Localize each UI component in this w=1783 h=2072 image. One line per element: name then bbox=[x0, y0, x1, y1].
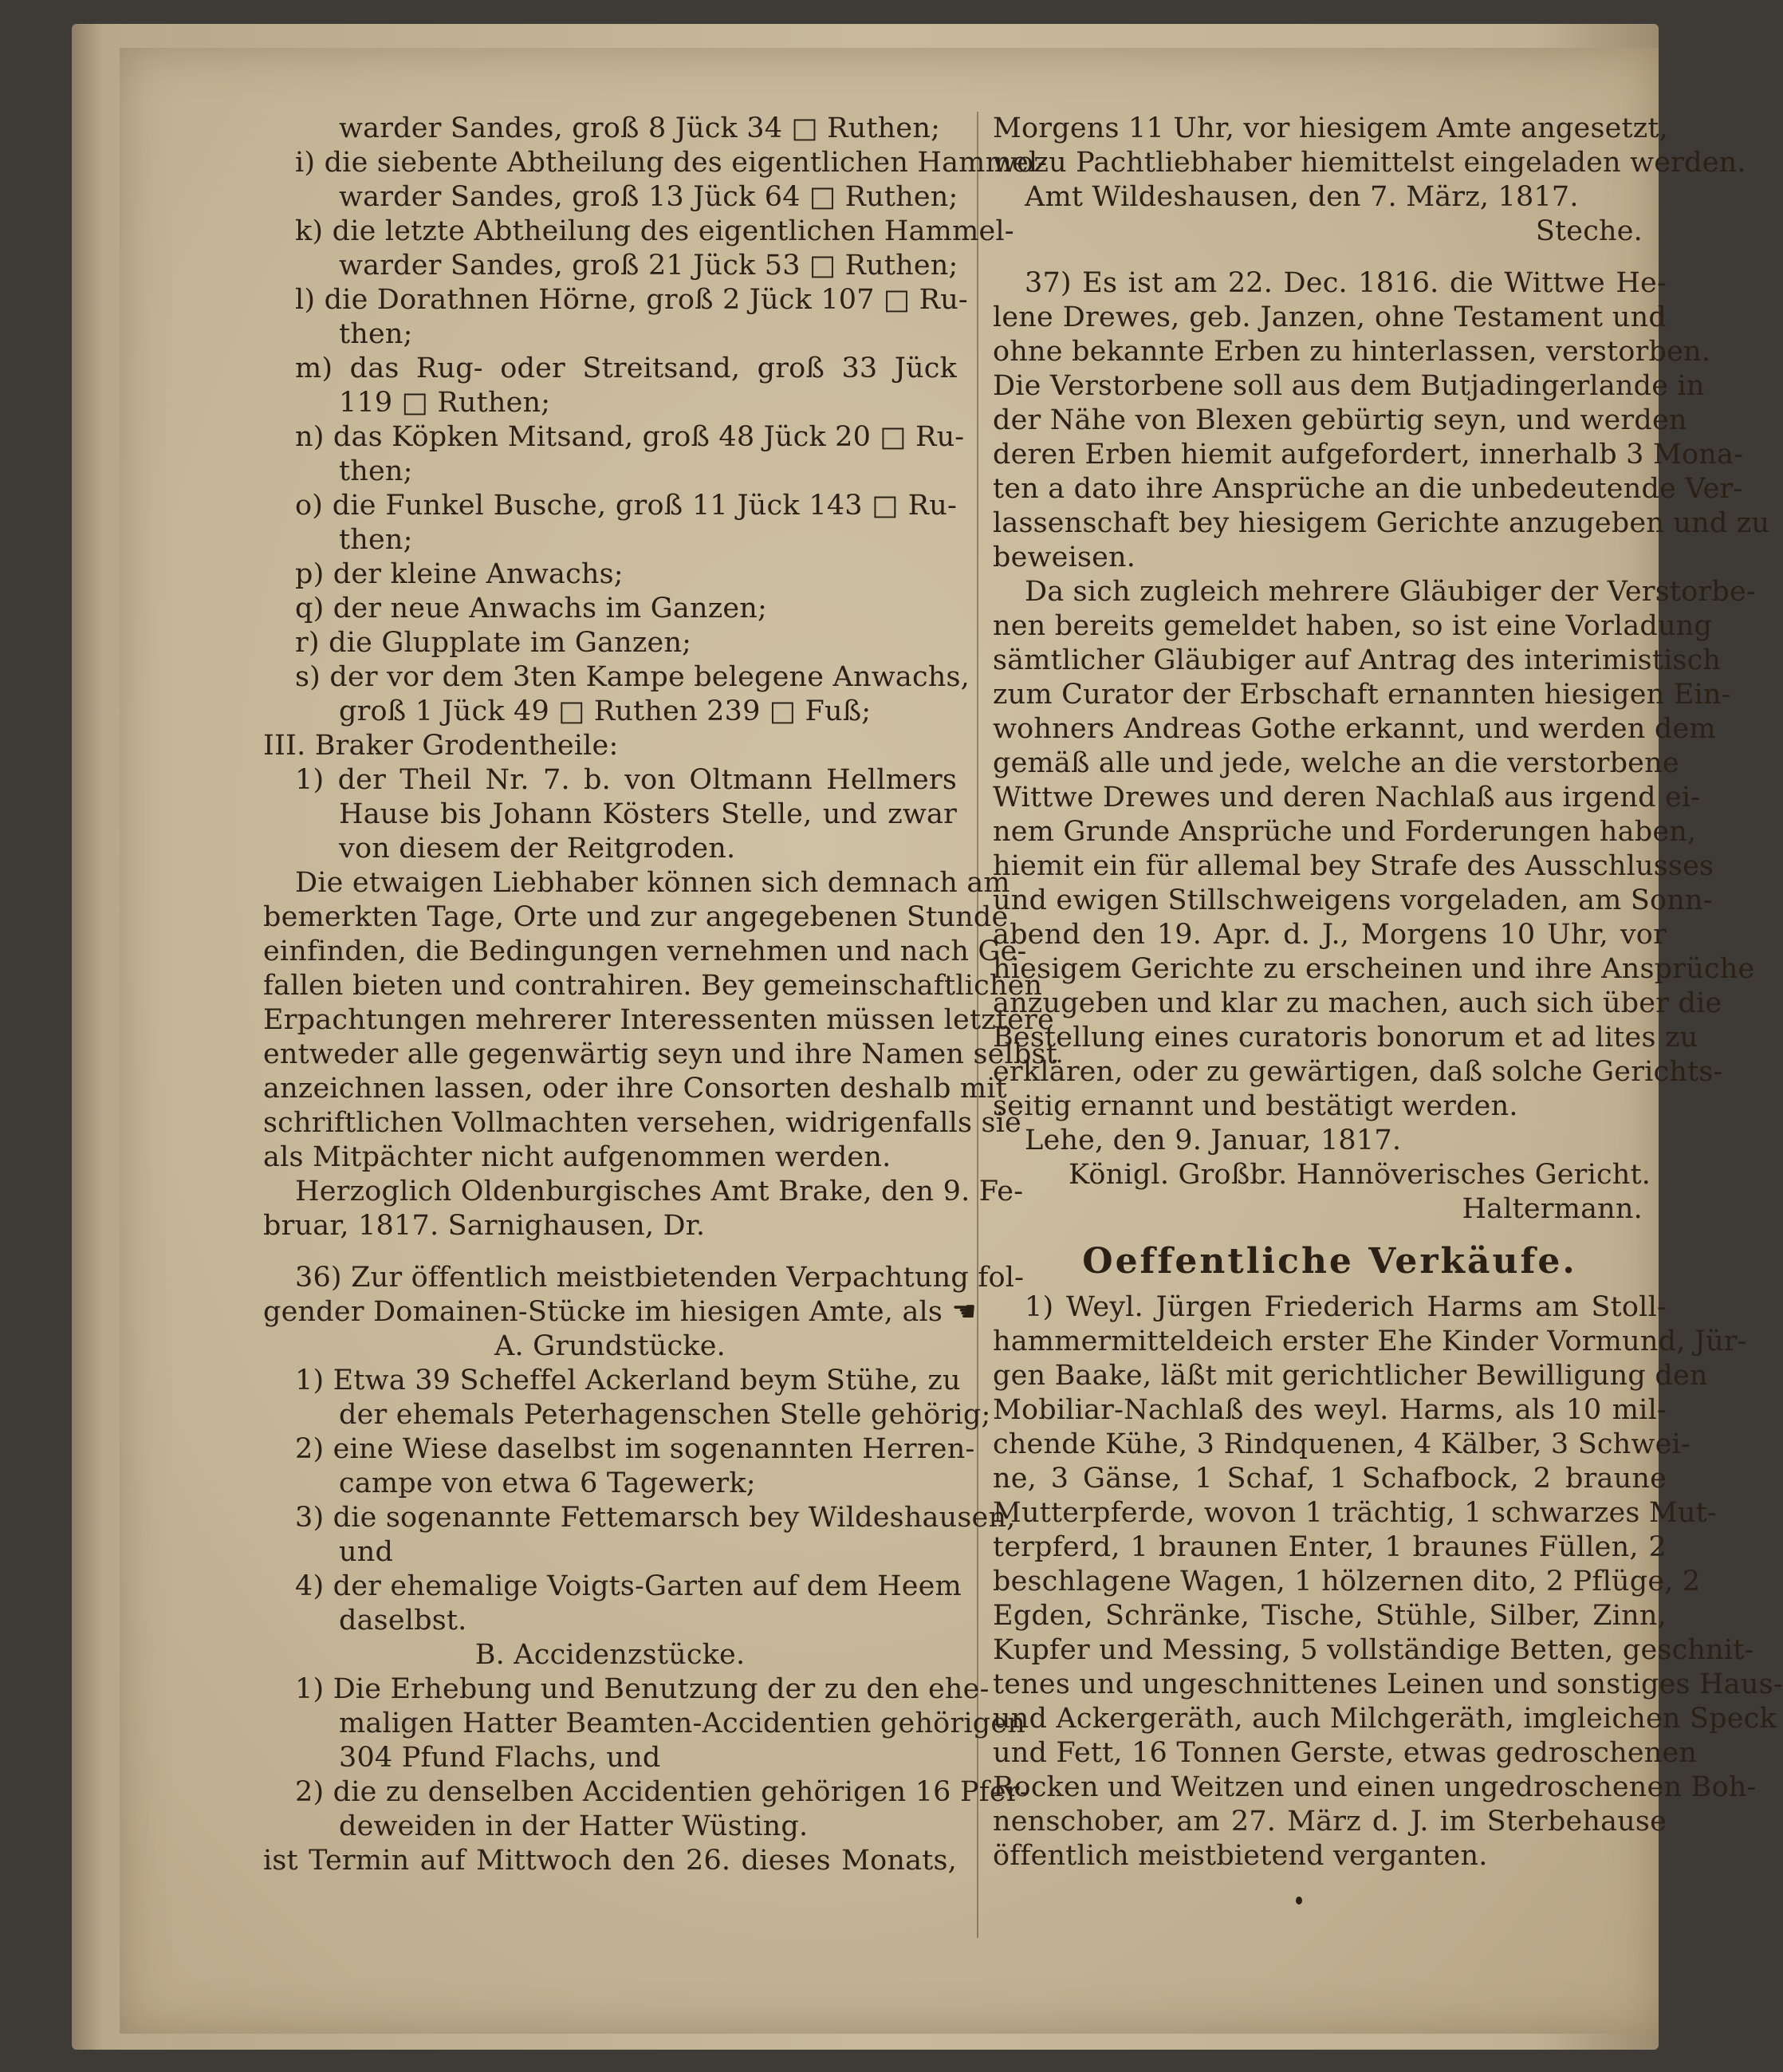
text-line: Herzoglich Oldenburgisches Amt Brake, den 9. Fe- bbox=[295, 1176, 1024, 1207]
text-line: beschlagene Wagen, 1 hölzernen dito, 2 Pflüge, 2 bbox=[993, 1566, 1701, 1597]
text-line: Königl. Großbr. Hannöverisches Gericht. bbox=[1069, 1159, 1651, 1191]
text-line: Wittwe Drewes und deren Nachlaß aus irgend ei- bbox=[993, 782, 1701, 813]
text-line: bemerkten Tage, Orte und zur angegebenen Stunde bbox=[263, 901, 1009, 933]
right-column bbox=[993, 112, 1783, 1873]
text-line: Die Verstorbene soll aus dem Butjadingerlande in bbox=[993, 370, 1705, 402]
text-line: 1) Etwa 39 Scheffel Ackerland beym Stühe, zu bbox=[295, 1365, 961, 1396]
text-line: nenschober, am 27. März d. J. im Sterbehause bbox=[993, 1806, 1667, 1838]
text-line: und Ackergeräth, auch Milchgeräth, imgleichen Speck bbox=[993, 1703, 1777, 1735]
text-line: und Fett, 16 Tonnen Gerste, etwas gedroschenen bbox=[993, 1737, 1698, 1769]
text-line: Morgens 11 Uhr, vor hiesigem Amte angesetzt, bbox=[993, 112, 1669, 144]
text-line: Haltermann. bbox=[1462, 1193, 1643, 1225]
text-line: chende Kühe, 3 Rindquenen, 4 Kälber, 3 Schwei- bbox=[993, 1428, 1691, 1460]
text-line: bruar, 1817. Sarnighausen, Dr. bbox=[263, 1210, 706, 1242]
text-line: abend den 19. Apr. d. J., Morgens 10 Uhr, vor bbox=[993, 919, 1667, 951]
text-line: erklären, oder zu gewärtigen, daß solche Gerichts- bbox=[993, 1056, 1723, 1088]
text-line: nem Grunde Ansprüche und Forderungen haben, bbox=[993, 816, 1697, 848]
text-line: wohners Andreas Gothe erkannt, und werden dem bbox=[993, 713, 1716, 745]
text-line: Da sich zugleich mehrere Gläubiger der Verstorbe- bbox=[1025, 576, 1756, 608]
section-heading: Oeffentliche Verkäufe. bbox=[1082, 1241, 1577, 1282]
text-line: 304 Pfund Flachs, und bbox=[339, 1742, 661, 1774]
text-line: der ehemals Peterhagenschen Stelle gehörig; bbox=[339, 1399, 991, 1431]
text-line: 119 □ Ruthen; bbox=[339, 387, 551, 419]
text-line: Bestellung eines curatoris bonorum et ad lites zu bbox=[993, 1022, 1698, 1054]
text-line: wozu Pachtliebhaber hiemittelst eingeladen werden. bbox=[993, 147, 1746, 179]
text-line: campe von etwa 6 Tagewerk; bbox=[339, 1467, 756, 1499]
text-line: terpferd, 1 braunen Enter, 1 braunes Füllen, 2 bbox=[993, 1531, 1667, 1563]
text-line: Egden, Schränke, Tische, Stühle, Silber, Zinn, bbox=[993, 1600, 1667, 1632]
text-line: von diesem der Reitgroden. bbox=[339, 833, 736, 865]
text-line: zum Curator der Erbschaft ernannten hiesigen Ein- bbox=[993, 679, 1731, 711]
text-line: der Nähe von Blexen gebürtig seyn, und werden bbox=[993, 404, 1687, 436]
text-line bbox=[263, 1243, 957, 1261]
text-line: Die etwaigen Liebhaber können sich demnach am bbox=[295, 867, 1010, 899]
text-line: Lehe, den 9. Januar, 1817. bbox=[1025, 1125, 1402, 1156]
text-line: 36) Zur öffentlich meistbietenden Verpachtung fol- bbox=[295, 1262, 1025, 1294]
text-line: hammermitteldeich erster Ehe Kinder Vormund, Jür- bbox=[993, 1326, 1747, 1357]
text-line: then; bbox=[339, 455, 413, 487]
text-line: entweder alle gegenwärtig seyn und ihre Namen selbst bbox=[263, 1038, 1057, 1070]
text-line: Amt Wildeshausen, den 7. März, 1817. bbox=[1025, 181, 1579, 213]
text-line: then; bbox=[339, 318, 413, 350]
text-line: Mutterpferde, wovon 1 trächtig, 1 schwarzes Mut- bbox=[993, 1497, 1717, 1529]
text-line: gemäß alle und jede, welche an die verstorbene bbox=[993, 747, 1679, 779]
text-line: anzugeben und klar zu machen, auch sich über die bbox=[993, 987, 1722, 1019]
text-line: schriftlichen Vollmachten versehen, widrigenfalls sie bbox=[263, 1107, 1021, 1139]
text-line: Kupfer und Messing, 5 vollständige Betten, geschnit- bbox=[993, 1634, 1754, 1666]
text-line: 1) Weyl. Jürgen Friederich Harms am Stoll- bbox=[1025, 1291, 1667, 1323]
text-line: l) die Dorathnen Hörne, groß 2 Jück 107 □ Ru- bbox=[295, 284, 968, 316]
text-line: lassenschaft bey hiesigem Gerichte anzugeben und zu bbox=[993, 507, 1770, 539]
text-line: beweisen. bbox=[993, 542, 1136, 573]
text-line: warder Sandes, groß 21 Jück 53 □ Ruthen; bbox=[339, 250, 958, 282]
text-line: Steche. bbox=[1535, 215, 1643, 247]
text-line: ten a dato ihre Ansprüche an die unbedeutende Ver- bbox=[993, 473, 1743, 505]
text-line: B. Accidenzstücke. bbox=[474, 1639, 746, 1671]
text-line: hiesigem Gerichte zu erscheinen und ihre Ansprüche bbox=[993, 953, 1755, 985]
text-line: nen bereits gemeldet haben, so ist eine Vorladung bbox=[993, 610, 1713, 642]
text-line: warder Sandes, groß 13 Jück 64 □ Ruthen; bbox=[339, 181, 958, 213]
text-line: tenes und ungeschnittenes Leinen und sonstiges Haus- bbox=[993, 1668, 1783, 1700]
text-line: öffentlich meistbietend verganten. bbox=[993, 1840, 1488, 1872]
text-line: und bbox=[339, 1536, 394, 1568]
text-line: 2) die zu denselben Accidentien gehörigen 16 Pfer- bbox=[295, 1776, 1029, 1808]
text-line: 1) Die Erhebung und Benutzung der zu den ehe- bbox=[295, 1673, 990, 1705]
text-line: Erpachtungen mehrerer Interessenten müssen letztere bbox=[263, 1004, 1054, 1036]
text-line: Mobiliar-Nachlaß des weyl. Harms, als 10 mil- bbox=[993, 1394, 1667, 1426]
text-line: einfinden, die Bedingungen vernehmen und nach Ge- bbox=[263, 936, 1027, 967]
text-line: sämtlicher Gläubiger auf Antrag des interimistisch bbox=[993, 644, 1722, 676]
text-line: deweiden in der Hatter Wüsting. bbox=[339, 1810, 809, 1842]
text-line: seitig ernannt und bestätigt werden. bbox=[993, 1090, 1518, 1122]
text-line: groß 1 Jück 49 □ Ruthen 239 □ Fuß; bbox=[339, 695, 872, 727]
text-line: ist Termin auf Mittwoch den 26. dieses Monats, bbox=[263, 1845, 957, 1877]
text-line: r) die Glupplate im Ganzen; bbox=[295, 627, 692, 659]
text-line: hiemit ein für allemal bey Strafe des Ausschlusses bbox=[993, 850, 1714, 882]
text-line: 4) der ehemalige Voigts-Garten auf dem Heem bbox=[295, 1570, 962, 1602]
text-line: warder Sandes, groß 8 Jück 34 □ Ruthen; bbox=[339, 112, 941, 144]
text-line: o) die Funkel Busche, groß 11 Jück 143 □ Ru- bbox=[295, 490, 957, 522]
text-line: n) das Köpken Mitsand, groß 48 Jück 20 □ Ru- bbox=[295, 421, 965, 453]
text-line bbox=[993, 249, 1667, 266]
text-line: Rocken und Weitzen und einen ungedroschenen Boh- bbox=[993, 1771, 1757, 1803]
text-line: und ewigen Stillschweigens vorgeladen, am Sonn- bbox=[993, 884, 1713, 916]
text-line: lene Drewes, geb. Janzen, ohne Testament und bbox=[993, 301, 1667, 333]
text-line: 3) die sogenannte Fettemarsch bey Wildeshausen, bbox=[295, 1502, 1016, 1534]
text-line: ne, 3 Gänse, 1 Schaf, 1 Schafbock, 2 braune bbox=[993, 1463, 1667, 1495]
text-line: als Mitpächter nicht aufgenommen werden. bbox=[263, 1141, 892, 1173]
text-line: p) der kleine Anwachs; bbox=[295, 558, 624, 590]
text-line: deren Erben hiemit aufgefordert, innerhalb 3 Mona- bbox=[993, 439, 1744, 471]
text-line: m) das Rug- oder Streitsand, groß 33 Jück bbox=[295, 353, 957, 384]
text-line: gender Domainen-Stücke im hiesigen Amte, als ☚ bbox=[263, 1296, 977, 1328]
ink-mark bbox=[1296, 1897, 1302, 1905]
text-line: Hause bis Johann Kösters Stelle, und zwar bbox=[339, 798, 957, 830]
text-line: 37) Es ist am 22. Dec. 1816. die Wittwe He- bbox=[1025, 267, 1667, 299]
text-line: then; bbox=[339, 524, 413, 556]
text-line: A. Grundstücke. bbox=[494, 1330, 726, 1362]
text-line: III. Braker Grodentheile: bbox=[263, 730, 619, 762]
text-line: daselbst. bbox=[339, 1605, 467, 1637]
text-line: gen Baake, läßt mit gerichtlicher Bewilligung den bbox=[993, 1360, 1708, 1392]
text-line: 2) eine Wiese daselbst im sogenannten Herren- bbox=[295, 1433, 975, 1465]
text-line: maligen Hatter Beamten-Accidentien gehörigen bbox=[339, 1708, 1026, 1739]
text-line: s) der vor dem 3ten Kampe belegene Anwachs, bbox=[295, 661, 970, 693]
text-line: k) die letzte Abtheilung des eigentlichen Hammel- bbox=[295, 215, 1014, 247]
text-line: fallen bieten und contrahiren. Bey gemeinschaftlichen bbox=[263, 970, 1043, 1002]
text-line: ohne bekannte Erben zu hinterlassen, verstorben. bbox=[993, 336, 1711, 368]
left-column bbox=[263, 112, 1057, 1878]
text-line: 1) der Theil Nr. 7. b. von Oltmann Hellmers bbox=[295, 764, 957, 796]
text-line: q) der neue Anwachs im Ganzen; bbox=[295, 593, 768, 624]
text-line: i) die siebente Abtheilung des eigentlichen Hammel- bbox=[295, 147, 1048, 179]
text-line: anzeichnen lassen, oder ihre Consorten deshalb mit bbox=[263, 1073, 1007, 1105]
